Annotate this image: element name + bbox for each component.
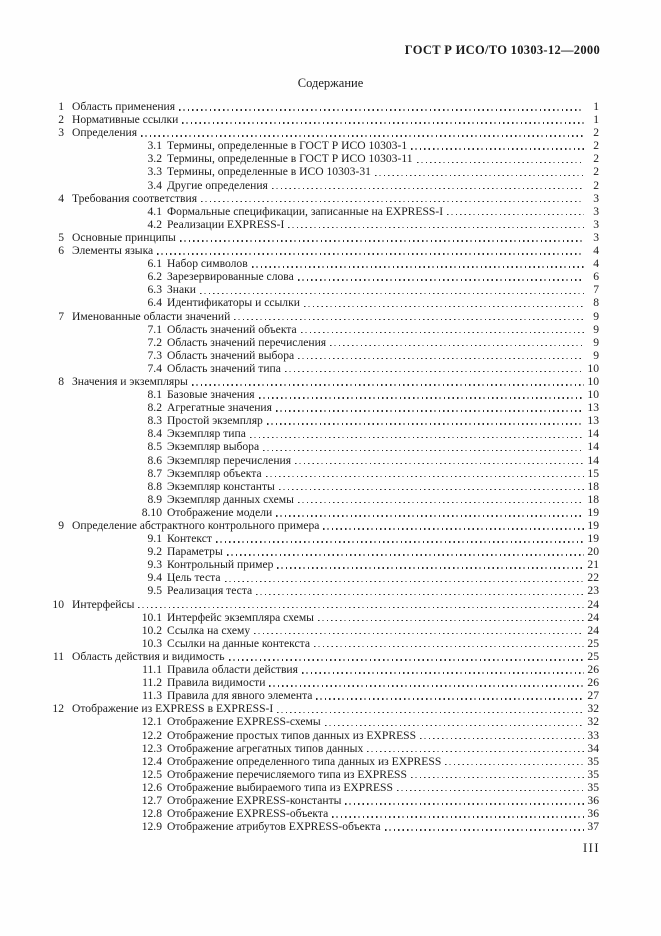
dot-leader <box>267 423 584 424</box>
toc-entry-number: 3.1 <box>147 139 162 153</box>
toc-entry-label: Основные принципы <box>72 230 176 244</box>
dot-leader <box>375 175 584 176</box>
dot-leader <box>200 293 584 294</box>
toc-entry <box>50 584 599 597</box>
toc-entry-number: 6.1 <box>147 257 162 271</box>
toc-entry <box>50 702 599 715</box>
toc-entry-label: Отображение простых типов данных из EXPRESS <box>167 728 417 742</box>
toc-entry <box>50 794 599 807</box>
dot-leader <box>250 437 584 438</box>
toc-entry-number: 11.3 <box>142 689 162 703</box>
dot-leader <box>385 829 584 830</box>
toc-entry <box>50 755 599 768</box>
toc-entry-label: Экземпляр данных схемы <box>167 492 294 506</box>
toc-entry-number: 12.3 <box>141 741 162 755</box>
toc-entry-label: Параметры <box>167 545 223 559</box>
dot-leader <box>276 515 584 516</box>
toc-entry-page: 14 <box>587 453 599 467</box>
toc-entry-number: 10.1 <box>141 610 162 624</box>
toc-entry-page: 10 <box>587 388 599 402</box>
toc-entry-page: 2 <box>593 152 599 166</box>
toc-entry <box>50 689 599 702</box>
toc-entry-page: 9 <box>593 322 599 336</box>
toc-entry-page: 3 <box>593 217 599 231</box>
toc-entry-label: Интерфейс экземпляра схемы <box>167 610 314 624</box>
dot-leader <box>445 764 584 765</box>
dot-leader <box>182 122 584 123</box>
toc-entry-number: 10.3 <box>141 636 162 650</box>
toc-entry-page: 22 <box>587 571 599 585</box>
toc-entry-label: Базовые значения <box>167 388 255 402</box>
dot-leader <box>301 332 584 333</box>
toc-entry <box>50 323 599 336</box>
toc-entry-number: 7.3 <box>147 348 162 362</box>
toc-entry <box>50 205 599 218</box>
toc-entry-label: Экземпляр типа <box>167 427 246 441</box>
toc-entry <box>50 467 599 480</box>
dot-leader <box>266 476 584 477</box>
toc-entry-number: 8 <box>58 374 64 388</box>
dot-leader <box>325 725 584 726</box>
dot-leader <box>201 201 584 202</box>
toc-entry-page: 35 <box>587 754 599 768</box>
dot-leader <box>298 358 584 359</box>
toc-entry-page: 9 <box>593 309 599 323</box>
toc-entry-number: 8.10 <box>141 505 162 519</box>
toc-entry <box>50 454 599 467</box>
standard-reference-header: ГОСТ Р ИСО/ТО 10303-12—2000 <box>404 43 600 57</box>
toc-entry-number: 7.2 <box>147 335 162 349</box>
toc-entry-page: 2 <box>593 126 599 140</box>
toc-entry-number: 8.8 <box>147 479 162 493</box>
toc-entry-label: Отображение EXPRESS-схемы <box>167 715 321 729</box>
dot-leader <box>179 109 584 110</box>
toc-entry-page: 24 <box>587 623 599 637</box>
toc-entry <box>50 545 599 558</box>
toc-entry <box>50 231 599 244</box>
dot-leader <box>272 188 584 189</box>
toc-entry-page: 6 <box>593 270 599 284</box>
toc-entry-page: 35 <box>587 780 599 794</box>
dot-leader <box>254 633 584 634</box>
toc-entry <box>50 414 599 427</box>
toc-entry-label: Область значений типа <box>167 361 281 375</box>
dot-leader <box>420 738 584 739</box>
toc-entry-page: 34 <box>587 741 599 755</box>
toc-entry-page: 14 <box>587 427 599 441</box>
dot-leader <box>298 279 584 280</box>
dot-leader <box>447 214 584 215</box>
toc-entry-label: Отображение EXPRESS-объекта <box>167 807 329 821</box>
toc-entry-label: Реализации EXPRESS-I <box>167 217 285 231</box>
toc-entry <box>50 440 599 453</box>
toc-entry-label: Область значений перечисления <box>167 335 327 349</box>
toc-entry-number: 9.5 <box>147 584 162 598</box>
toc-entry-page: 7 <box>593 283 599 297</box>
toc-entry-label: Ссылки на данные контекста <box>167 636 310 650</box>
toc-entry-label: Правила для явного элемента <box>167 689 313 703</box>
toc-entry <box>50 820 599 833</box>
toc-entry <box>50 388 599 401</box>
toc-entry-label: Термины, определенные в ГОСТ Р ИСО 10303-11 <box>167 152 413 166</box>
toc-entry-label: Экземпляр объекта <box>167 466 262 480</box>
dot-leader <box>314 646 584 647</box>
toc-entry-page: 3 <box>593 191 599 205</box>
dot-leader <box>229 659 585 660</box>
toc-entry-label: Идентификаторы и ссылки <box>167 296 300 310</box>
toc-entry-page: 33 <box>587 728 599 742</box>
toc-entry-number: 8.2 <box>147 401 162 415</box>
toc-entry-label: Область значений объекта <box>167 322 297 336</box>
page-title: Содержание <box>297 76 364 90</box>
toc-entry-page: 2 <box>593 165 599 179</box>
toc-entry-label: Агрегатные значения <box>167 401 272 415</box>
toc-entry-number: 8.5 <box>147 440 162 454</box>
toc-entry-label: Термины, определенные в ИСО 10303-31 <box>167 165 371 179</box>
toc-entry <box>50 126 599 139</box>
toc-entry-number: 10.2 <box>141 623 162 637</box>
toc-entry-page: 36 <box>587 793 599 807</box>
toc-entry-number: 12.2 <box>141 728 162 742</box>
toc-entry-page: 37 <box>587 820 599 834</box>
dot-leader <box>256 594 584 595</box>
toc-entry-page: 23 <box>587 584 599 598</box>
dot-leader <box>216 541 584 542</box>
toc-entry-page: 2 <box>593 178 599 192</box>
toc-entry <box>50 807 599 820</box>
toc-entry <box>50 100 599 113</box>
toc-entry-label: Область применения <box>72 100 176 113</box>
dot-leader <box>225 581 585 582</box>
toc-entry-label: Ссылка на схему <box>167 623 251 637</box>
dot-leader <box>263 450 584 451</box>
toc-entry-label: Отображение атрибутов EXPRESS-объекта <box>167 820 381 834</box>
toc-entry-label: Определение абстрактного контрольного примера <box>72 519 320 532</box>
toc-entry <box>50 715 599 728</box>
toc-entry-number: 3 <box>58 126 64 140</box>
dot-leader <box>157 253 584 254</box>
toc-entry-number: 12.5 <box>141 767 162 781</box>
dot-leader <box>252 266 584 267</box>
dot-leader <box>304 306 584 307</box>
toc-entry-number: 8.4 <box>147 427 162 441</box>
toc-entry-page: 18 <box>587 492 599 506</box>
toc-entry-number: 12.1 <box>141 715 162 729</box>
toc-entry-label: Экземпляр перечисления <box>167 453 292 467</box>
toc-entry-label: Отображение перечисляемого типа из EXPRESS <box>167 767 407 781</box>
toc-entry-label: Интерфейсы <box>72 597 135 611</box>
dot-leader <box>288 227 584 228</box>
toc-entry-page: 9 <box>593 348 599 362</box>
toc-entry-number: 2 <box>58 113 64 127</box>
toc-entry-number: 11 <box>52 649 64 663</box>
toc-entry-page: 3 <box>593 230 599 244</box>
toc-entry-number: 3.4 <box>147 178 162 192</box>
toc-entry <box>50 310 599 323</box>
toc-entry-label: Определения <box>72 126 138 140</box>
toc-entry-page: 25 <box>587 636 599 650</box>
toc-entry-label: Отображение модели <box>167 505 273 519</box>
toc-entry <box>50 218 599 231</box>
toc-entry <box>50 729 599 742</box>
toc-entry <box>50 349 599 362</box>
toc-entry <box>50 270 599 283</box>
toc-entry <box>50 663 599 676</box>
toc-entry-number: 3.3 <box>147 165 162 179</box>
dot-leader <box>276 410 584 411</box>
toc-entry-page: 19 <box>587 532 599 546</box>
toc-entry <box>50 532 599 545</box>
toc-entry <box>50 637 599 650</box>
dot-leader <box>234 319 584 320</box>
toc-entry <box>50 519 599 532</box>
toc-entry-label: Элементы языка <box>72 244 154 258</box>
toc-entry-label: Контрольный пример <box>167 558 274 572</box>
toc-entry-page: 32 <box>587 702 599 716</box>
toc-entry-number: 12.4 <box>141 754 162 768</box>
dot-leader <box>332 816 584 817</box>
toc-entry-number: 9.2 <box>147 545 162 559</box>
toc-entry-label: Отображение выбираемого типа из EXPRESS <box>167 780 393 794</box>
toc-entry <box>50 493 599 506</box>
toc-entry-page: 13 <box>587 401 599 415</box>
toc-entry-label: Правила области действия <box>167 663 298 677</box>
toc-entry <box>50 598 599 611</box>
toc-entry-page: 1 <box>593 113 599 127</box>
toc-entry-page: 15 <box>587 466 599 480</box>
toc-entry-number: 4.2 <box>147 217 162 231</box>
toc-entry-label: Область действия и видимость <box>72 649 225 663</box>
toc-entry-label: Отображение из EXPRESS в EXPRESS-I <box>72 702 274 716</box>
toc-entry-label: Нормативные ссылки <box>72 113 179 127</box>
toc-entry <box>50 624 599 637</box>
toc-entry <box>50 283 599 296</box>
toc-entry-label: Область значений выбора <box>167 348 295 362</box>
toc-entry <box>50 257 599 270</box>
toc-entry-number: 11.1 <box>142 663 162 677</box>
dot-leader <box>269 685 584 686</box>
dot-leader <box>277 567 584 568</box>
toc-entry-page: 19 <box>587 519 599 532</box>
toc-entry-page: 13 <box>587 414 599 428</box>
toc-entry-label: Значения и экземпляры <box>72 374 188 388</box>
toc-entry-number: 9 <box>58 519 64 532</box>
toc-entry-number: 4 <box>58 191 64 205</box>
dot-leader <box>227 554 584 555</box>
toc-entry-number: 12.6 <box>141 780 162 794</box>
toc-entry-label: Другие определения <box>167 178 268 192</box>
toc-entry-label: Цель теста <box>167 571 221 585</box>
toc-entry-page: 4 <box>593 257 599 271</box>
toc-entry-label: Простой экземпляр <box>167 414 263 428</box>
toc-entry <box>50 480 599 493</box>
toc-entry-number: 9.3 <box>147 558 162 572</box>
toc-entry-number: 9.1 <box>147 532 162 546</box>
dot-leader <box>367 751 584 752</box>
toc-entry-number: 7.1 <box>147 322 162 336</box>
dot-leader <box>417 162 585 163</box>
toc-entry-label: Зарезервированные слова <box>167 270 294 284</box>
toc-entry-label: Отображение определенного типа данных из EXPRESS <box>167 754 442 768</box>
toc-entry-label: Именованные области значений <box>72 309 231 323</box>
toc-entry-number: 9.4 <box>147 571 162 585</box>
toc-entry-number: 6.2 <box>147 270 162 284</box>
toc-entry <box>50 427 599 440</box>
toc-entry <box>50 676 599 689</box>
toc-entry-page: 10 <box>587 361 599 375</box>
dot-leader <box>397 790 584 791</box>
toc-entry-page: 36 <box>587 807 599 821</box>
toc-entry <box>50 650 599 663</box>
toc-entry <box>50 192 599 205</box>
dot-leader <box>411 148 584 149</box>
toc-entry-label: Отображение агрегатных типов данных <box>167 741 364 755</box>
toc-entry <box>50 742 599 755</box>
toc-entry-page: 19 <box>587 505 599 519</box>
dot-leader <box>192 384 584 385</box>
toc-entry-number: 6 <box>58 244 64 258</box>
toc-entry-page: 27 <box>587 689 599 703</box>
toc-entry-number: 1 <box>58 100 64 113</box>
toc-entry-label: Экземпляр выбора <box>167 440 260 454</box>
toc-entry-label: Требования соответствия <box>72 191 198 205</box>
toc-entry-label: Знаки <box>167 283 196 297</box>
toc-entry-number: 6.4 <box>147 296 162 310</box>
toc-entry-page: 9 <box>593 335 599 349</box>
toc-entry-page: 35 <box>587 767 599 781</box>
toc-entry-label: Правила видимости <box>167 676 266 690</box>
dot-leader <box>330 345 584 346</box>
toc-entry-page: 4 <box>593 244 599 258</box>
toc-entry-number: 6.3 <box>147 283 162 297</box>
dot-leader <box>302 672 584 673</box>
toc-entry-number: 3.2 <box>147 152 162 166</box>
dot-leader <box>323 528 584 529</box>
toc-entry-number: 7.4 <box>147 361 162 375</box>
toc-entry <box>50 296 599 309</box>
dot-leader <box>295 463 584 464</box>
dot-leader <box>345 803 584 804</box>
toc-entry <box>50 611 599 624</box>
toc-entry-page: 2 <box>593 139 599 153</box>
toc-entry-page: 24 <box>587 597 599 611</box>
toc-entry-page: 21 <box>587 558 599 572</box>
toc-entry <box>50 781 599 794</box>
toc-entry-page: 24 <box>587 610 599 624</box>
toc-entry-page: 3 <box>593 204 599 218</box>
toc-entry-label: Экземпляр константы <box>167 479 275 493</box>
toc-entry-number: 8.6 <box>147 453 162 467</box>
dot-leader <box>138 607 584 608</box>
toc-entry-page: 25 <box>587 649 599 663</box>
dot-leader <box>259 397 584 398</box>
toc-entry <box>50 179 599 192</box>
toc-entry-number: 12.7 <box>141 793 162 807</box>
toc-entry-number: 8.9 <box>147 492 162 506</box>
dot-leader <box>279 489 584 490</box>
toc-entry-number: 8.1 <box>147 388 162 402</box>
toc-entry-number: 12.8 <box>141 807 162 821</box>
toc-entry <box>50 375 599 388</box>
toc-entry-page: 32 <box>587 715 599 729</box>
toc-entry <box>50 768 599 781</box>
toc-entry <box>50 362 599 375</box>
toc-entry-number: 7 <box>58 309 64 323</box>
toc-entry-page: 1 <box>593 100 599 113</box>
dot-leader <box>318 620 584 621</box>
dot-leader <box>411 777 584 778</box>
toc-entry <box>50 401 599 414</box>
toc-entry-page: 14 <box>587 440 599 454</box>
toc-entry-number: 10 <box>52 597 64 611</box>
toc-entry <box>50 165 599 178</box>
toc-entry <box>50 244 599 257</box>
dot-leader <box>277 712 584 713</box>
toc-entry-page: 26 <box>587 676 599 690</box>
toc-entry-label: Контекст <box>167 532 212 546</box>
toc-entry-page: 18 <box>587 479 599 493</box>
dot-leader <box>316 698 584 699</box>
toc-entry-number: 4.1 <box>147 204 162 218</box>
toc-entry-label: Реализация теста <box>167 584 253 598</box>
toc-entry-number: 5 <box>58 230 64 244</box>
page-number: III <box>583 841 600 855</box>
toc-entry-label: Набор символов <box>167 257 248 271</box>
toc-entry-page: 10 <box>587 374 599 388</box>
toc-entry-number: 8.7 <box>147 466 162 480</box>
dot-leader <box>298 502 584 503</box>
toc-entry <box>50 113 599 126</box>
toc-entry <box>50 139 599 152</box>
toc-entry-number: 12.9 <box>141 820 162 834</box>
dot-leader <box>285 371 584 372</box>
toc-entry <box>50 506 599 519</box>
toc-list <box>50 100 599 833</box>
dot-leader <box>141 135 584 136</box>
toc-entry-number: 8.3 <box>147 414 162 428</box>
toc-entry-number: 11.2 <box>142 676 162 690</box>
toc-entry-label: Отображение EXPRESS-константы <box>167 793 342 807</box>
toc-entry-page: 8 <box>593 296 599 310</box>
toc-entry-label: Формальные спецификации, записанные на EXPRESS-I <box>167 204 444 218</box>
toc-entry <box>50 152 599 165</box>
toc-entry <box>50 336 599 349</box>
toc-entry <box>50 558 599 571</box>
toc-entry-label: Термины, определенные в ГОСТ Р ИСО 10303-1 <box>167 139 408 153</box>
dot-leader <box>180 240 584 241</box>
toc-entry-number: 12 <box>52 702 64 716</box>
toc-entry <box>50 571 599 584</box>
toc-entry-page: 26 <box>587 663 599 677</box>
toc-entry-page: 20 <box>587 545 599 559</box>
